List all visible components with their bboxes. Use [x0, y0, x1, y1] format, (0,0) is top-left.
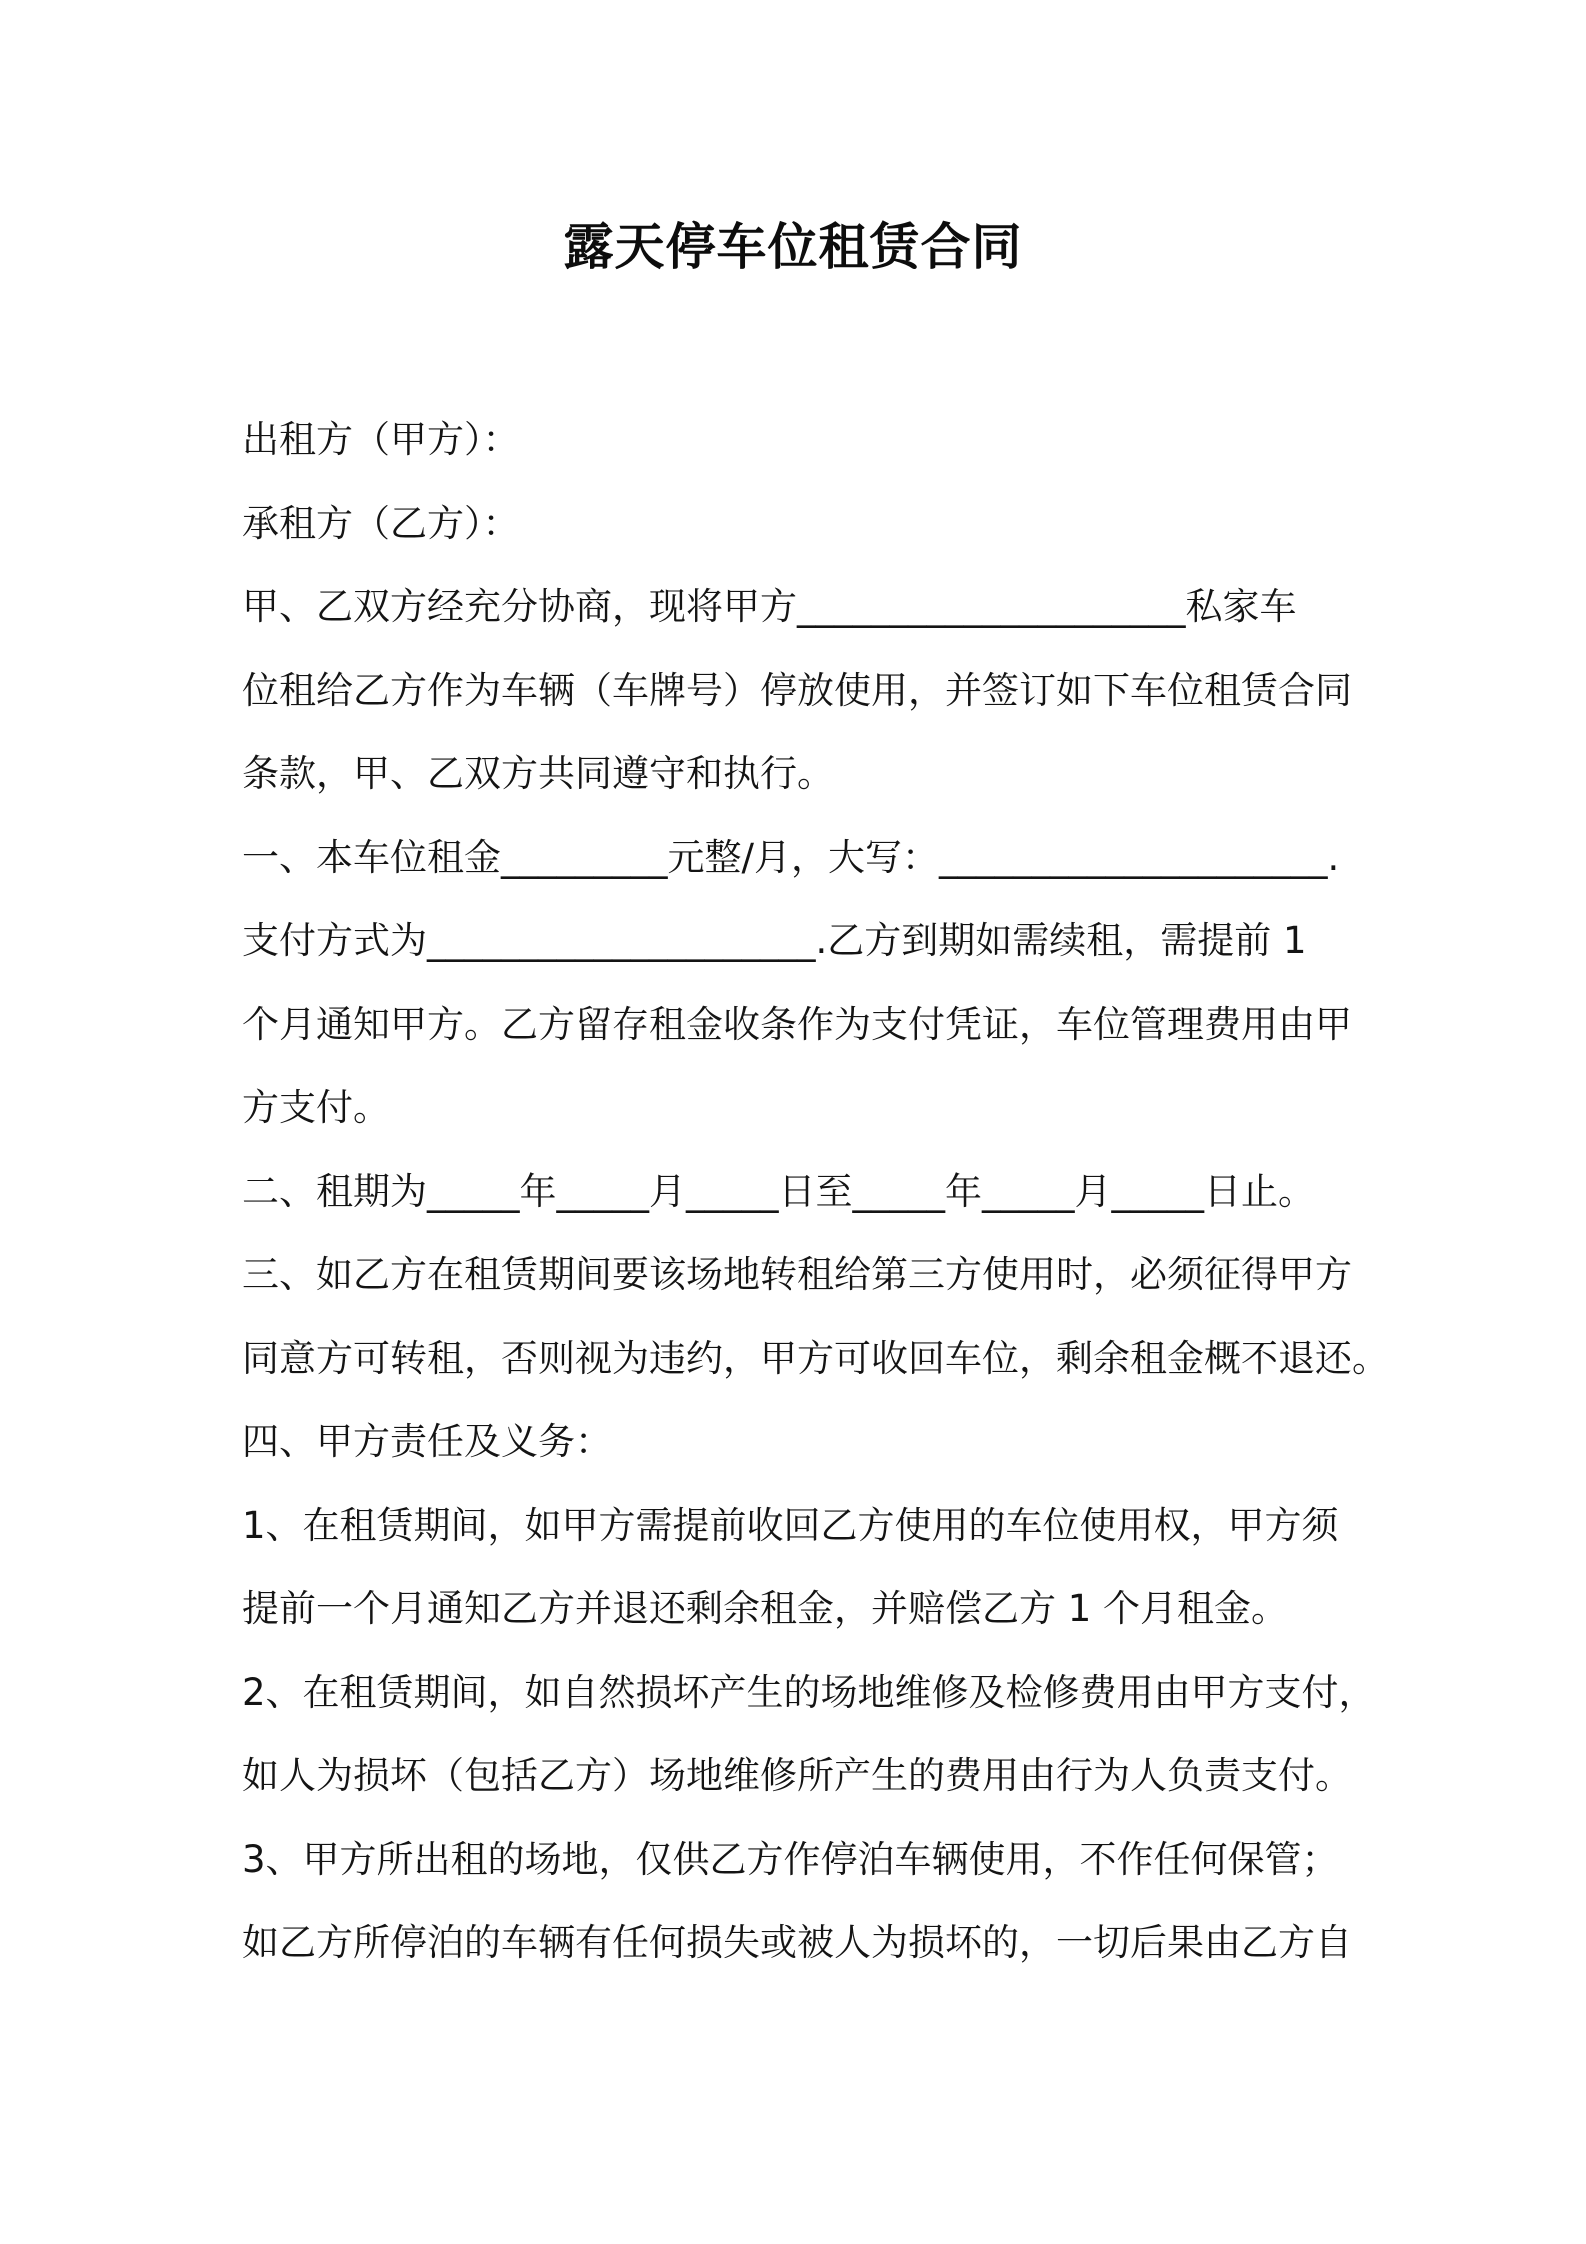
paragraph-line: 承租方（乙方）：	[242, 501, 520, 545]
paragraph-line: 1、在租赁期间，如甲方需提前收回乙方使用的车位使用权，甲方须	[242, 1503, 1339, 1547]
paragraph-line: 二、租期为_____年_____月_____日至_____年_____月_____日止。	[242, 1169, 1315, 1213]
paragraph-line: 甲、乙双方经充分协商，现将甲方_____________________私家车	[242, 585, 1297, 628]
paragraph-line: 3、甲方所出租的场地，仅供乙方作停泊车辆使用，不作任何保管；	[242, 1837, 1339, 1881]
document-title: 露天停车位租赁合同	[563, 218, 1023, 276]
paragraph-line: 如乙方所停泊的车辆有任何损失或被人为损坏的，一切后果由乙方自	[242, 1921, 1352, 1964]
paragraph-line: 支付方式为_____________________.乙方到期如需续租，需提前 1	[242, 919, 1307, 962]
paragraph-line: 出租方（甲方）：	[242, 418, 520, 461]
contract-body	[242, 405, 1392, 1992]
paragraph-line: 条款，甲、乙双方共同遵守和执行。	[242, 752, 834, 795]
paragraph-line: 方支付。	[242, 1086, 390, 1129]
paragraph-line: 个月通知甲方。乙方留存租金收条作为支付凭证，车位管理费用由甲	[242, 1002, 1352, 1046]
paragraph-line: 同意方可转租，否则视为违约，甲方可收回车位，剩余租金概不退还。	[242, 1336, 1389, 1380]
paragraph-line: 位租给乙方作为车辆（车牌号）停放使用，并签订如下车位租赁合同	[242, 668, 1352, 712]
paragraph-line: 提前一个月通知乙方并退还剩余租金，并赔偿乙方 1 个月租金。	[242, 1587, 1289, 1630]
paragraph-line: 2、在租赁期间，如自然损坏产生的场地维修及检修费用由甲方支付，	[242, 1670, 1376, 1714]
paragraph-line: 三、如乙方在租赁期间要该场地转租给第三方使用时，必须征得甲方	[242, 1253, 1352, 1296]
paragraph-line: 如人为损坏（包括乙方）场地维修所产生的费用由行为人负责支付。	[242, 1754, 1352, 1797]
paragraph-line: 一、本车位租金_________元整/月，大写：_____________________.	[242, 835, 1340, 879]
paragraph-line: 四、甲方责任及义务：	[242, 1420, 612, 1463]
